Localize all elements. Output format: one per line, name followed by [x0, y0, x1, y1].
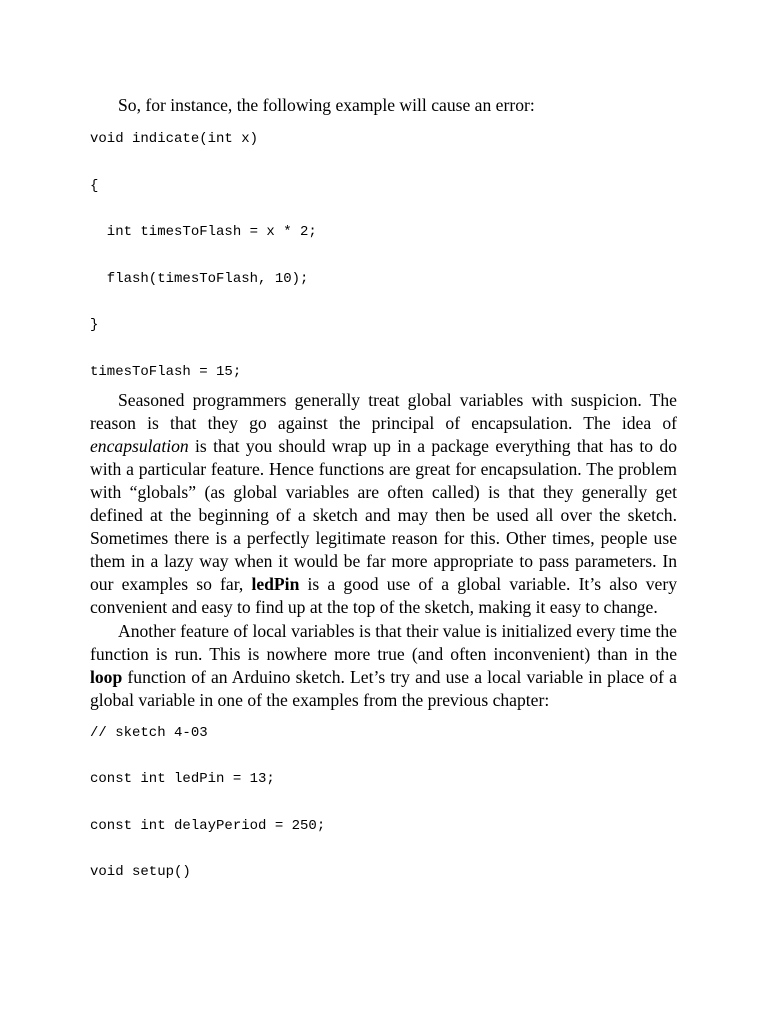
text-run: is that you should wrap up in a package everything that has to do with a particular feature. Hence functions are great for encapsulation. The problem with “globals” (as global variables are often called) is that they generally get defined at the beginning of a sketch and may then be used all over the sketch. Sometimes there is a perfectly legitimate reason for this. Other times, people use them in a lazy way when it would be far more appropriate to pass parameters. In our examples so far, — [90, 435, 677, 595]
code-line: { — [90, 177, 99, 194]
text-run: Seasoned programmers generally treat global variables with suspicion. The reason is that they go against the principal of encapsulation. The idea of — [90, 389, 677, 433]
bold-loop: loop — [90, 666, 123, 687]
document-page — [90, 94, 677, 910]
bold-ledpin: ledPin — [251, 574, 300, 595]
text-run: Another feature of local variables is that their value is initialized every time the function is run. This is nowhere more true (and often inconvenient) than in the — [90, 620, 677, 664]
code-block-sketch-4-03 — [90, 724, 677, 910]
paragraph-local-variables — [90, 620, 677, 712]
paragraph-global-variables — [90, 389, 677, 620]
code-block-indicate — [90, 130, 677, 391]
code-line: timesToFlash = 15; — [90, 363, 242, 380]
text-run: is a good use of a global variable. It’s also very convenient and easy to find up at the top of the sketch, making it easy to change. — [90, 574, 677, 618]
code-line: const int delayPeriod = 250; — [90, 817, 326, 834]
emphasis-encapsulation: encapsulation — [90, 435, 189, 456]
code-line: flash(timesToFlash, 10); — [90, 270, 309, 287]
code-line: void setup() — [90, 864, 191, 881]
code-line: int timesToFlash = x * 2; — [90, 224, 317, 241]
text-run: function of an Arduino sketch. Let’s try and use a local variable in place of a global variable in one of the examples from the previous chapter: — [90, 666, 677, 710]
code-line: const int ledPin = 13; — [90, 771, 275, 788]
code-line: } — [90, 317, 99, 334]
intro-paragraph: So, for instance, the following example will cause an error: — [118, 95, 535, 115]
code-line: void indicate(int x) — [90, 131, 259, 148]
code-line: // sketch 4-03 — [90, 724, 208, 741]
